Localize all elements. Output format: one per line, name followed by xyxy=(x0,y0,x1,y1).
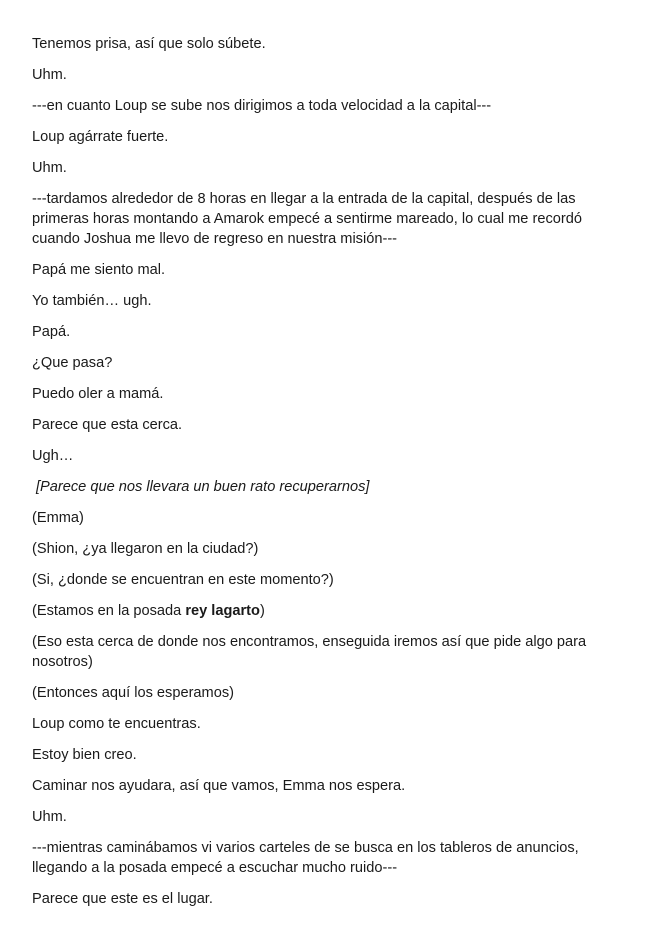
inn-name-bold: rey lagarto xyxy=(185,603,260,619)
paragraph-14-thought: [Parece que nos llevara un buen rato recuperarnos] xyxy=(36,479,370,495)
paragraph-10: ¿Que pasa? xyxy=(32,355,113,371)
paragraph-13: Ugh… xyxy=(32,448,74,464)
paragraph-21: Loup como te encuentras. xyxy=(32,716,201,732)
paragraph-17: (Si, ¿donde se encuentran en este momento?) xyxy=(32,572,334,588)
paragraph-26: Parece que este es el lugar. xyxy=(32,891,213,907)
paragraph-25: ---mientras caminábamos vi varios carteles de se busca en los tableros de anuncios, llegando a la posada empecé a escuchar mucho ruido--- xyxy=(32,840,579,876)
paragraph-6: ---tardamos alrededor de 8 horas en llegar a la entrada de la capital, después de las primeras horas montando a Amarok empecé a sentirme mareado, lo cual me recordó cuando Joshua me llevo de regreso en nuestra misión--- xyxy=(32,191,582,247)
paragraph-2: Uhm. xyxy=(32,67,67,83)
paragraph-4: Loup agárrate fuerte. xyxy=(32,129,169,145)
paragraph-11: Puedo oler a mamá. xyxy=(32,386,164,402)
paragraph-20: (Entonces aquí los esperamos) xyxy=(32,685,234,701)
paragraph-1: Tenemos prisa, así que solo súbete. xyxy=(32,36,266,52)
paragraph-7: Papá me siento mal. xyxy=(32,262,166,278)
paragraph-15: (Emma) xyxy=(32,510,84,526)
paragraph-19: (Eso esta cerca de donde nos encontramos, enseguida iremos así que pide algo para nosotros) xyxy=(32,634,587,670)
paragraph-24: Uhm. xyxy=(32,809,67,825)
paragraph-18-close: ) xyxy=(259,603,265,619)
paragraph-9: Papá. xyxy=(32,324,71,340)
paragraph-23: Caminar nos ayudara, así que vamos, Emma nos espera. xyxy=(32,778,406,794)
paragraph-22: Estoy bien creo. xyxy=(32,747,137,763)
paragraph-5: Uhm. xyxy=(32,160,67,176)
paragraph-3: ---en cuanto Loup se sube nos dirigimos a toda velocidad a la capital--- xyxy=(32,98,492,114)
paragraph-18-text: (Estamos en la posada xyxy=(32,603,186,619)
paragraph-18 xyxy=(32,601,632,621)
paragraph-12: Parece que esta cerca. xyxy=(32,417,183,433)
paragraph-8: Yo también… ugh. xyxy=(32,293,152,309)
paragraph-16: (Shion, ¿ya llegaron en la ciudad?) xyxy=(32,541,259,557)
